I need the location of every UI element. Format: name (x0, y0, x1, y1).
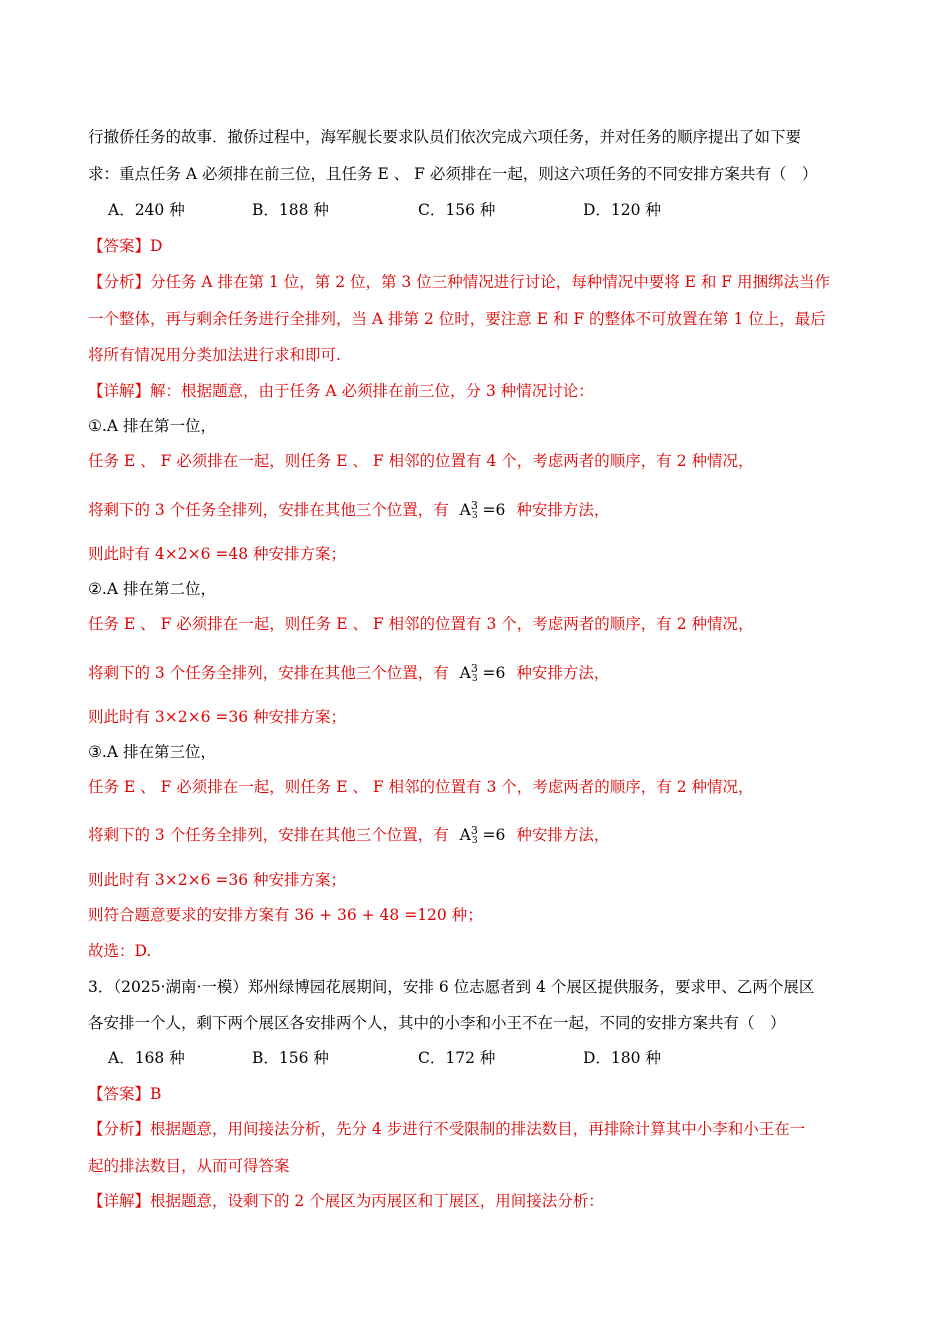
q2-stem-line2: 求：重点任务 A 必须排在前三位，且任务 E 、 F 必须排在一起，则这六项任务的不同安排方案共有（ ） (88, 165, 818, 183)
q2-case3-title: ③.A 排在第三位， (88, 743, 216, 761)
q2-case1-line2 (88, 492, 862, 530)
q2-stem-line1: 行撤侨任务的故事．撤侨过程中，海军舰长要求队员们依次完成六项任务，并对任务的顺序提出了如下要 (88, 128, 802, 146)
formula-sub: 3 (471, 836, 478, 846)
q2-total: 则符合题意要求的安排方案有 36 + 36 + 48 =120 种； (88, 906, 483, 924)
formula-sup: 3 (470, 662, 478, 675)
q2-case3-line1: 任务 E 、 F 必须排在一起，则任务 E 、 F 相邻的位置有 3 个，考虑两者的顺序，有 2 种情况， (88, 778, 754, 796)
formula-sup: 3 (470, 499, 478, 512)
q2-analysis-line3: 将所有情况用分类加法进行求和即可. (88, 346, 341, 364)
q2-detail-intro: 【详解】解：根据题意，由于任务 A 必须排在前三位，分 3 种情况讨论： (88, 382, 594, 400)
q2-case1-title: ①.A 排在第一位， (88, 417, 216, 435)
q2-answer: 【答案】D (88, 237, 163, 255)
q2-case3-line2-pre: 将剩下的 3 个任务全排列，安排在其他三个位置，有 (88, 826, 449, 844)
permutation-formula (460, 826, 511, 844)
formula-base: A (459, 826, 471, 844)
q2-case2-title: ②.A 排在第二位， (88, 580, 216, 598)
q3-option-b: B．156 种 (252, 1049, 329, 1067)
q3-answer: 【答案】B (88, 1085, 162, 1103)
permutation-formula (460, 664, 511, 682)
q2-case3-line2-post: 种安排方法， (516, 826, 610, 844)
q2-option-c: C．156 种 (418, 201, 496, 219)
q2-case3-line3: 则此时有 3×2×6 =36 种安排方案； (88, 871, 347, 889)
permutation-formula (460, 501, 511, 519)
q2-case2-line1: 任务 E 、 F 必须排在一起，则任务 E 、 F 相邻的位置有 3 个，考虑两者的顺序，有 2 种情况， (88, 615, 754, 633)
q2-case2-line3: 则此时有 3×2×6 =36 种安排方案； (88, 708, 347, 726)
q3-stem-line2: 各安排一个人，剩下两个展区各安排两个人，其中的小李和小王不在一起，不同的安排方案共有（ ） (88, 1014, 786, 1032)
q2-case2-line2-pre: 将剩下的 3 个任务全排列，安排在其他三个位置，有 (88, 664, 449, 682)
formula-sub: 3 (471, 511, 478, 521)
q3-option-a: A．168 种 (108, 1049, 185, 1067)
formula-sub: 3 (471, 674, 478, 684)
formula-base: A (459, 501, 471, 519)
q2-case2-line2 (88, 655, 862, 693)
q2-analysis-line1: 【分析】分任务 A 排在第 1 位，第 2 位，第 3 位三种情况进行讨论，每种情况中要将 E 和 F 用捆绑法当作 (88, 273, 830, 291)
formula-value: =6 (482, 501, 506, 519)
q2-case3-line2 (88, 817, 862, 855)
q2-case1-line3: 则此时有 4×2×6 =48 种安排方案； (88, 545, 347, 563)
formula-value: =6 (482, 664, 506, 682)
q2-analysis-line2: 一个整体，再与剩余任务进行全排列，当 A 排第 2 位时，要注意 E 和 F 的整体不可放置在第 1 位上，最后 (88, 310, 826, 328)
formula-value: =6 (482, 826, 506, 844)
q2-case1-line2-post: 种安排方法， (516, 501, 610, 519)
formula-base: A (459, 664, 471, 682)
q2-option-b: B．188 种 (252, 201, 329, 219)
formula-sup: 3 (470, 824, 478, 837)
q3-analysis-line2: 起的排法数目，从而可得答案 (88, 1157, 290, 1175)
q3-option-c: C．172 种 (418, 1049, 496, 1067)
q3-stem-line1: 3．（2025·湖南·一模）郑州绿博园花展期间，安排 6 位志愿者到 4 个展区提供服务，要求甲、乙两个展区 (88, 978, 815, 996)
q3-detail-line1: 【详解】根据题意，设剩下的 2 个展区为丙展区和丁展区，用间接法分析： (88, 1192, 604, 1210)
q2-case1-line2-pre: 将剩下的 3 个任务全排列，安排在其他三个位置，有 (88, 501, 449, 519)
q3-option-d: D．180 种 (583, 1049, 661, 1067)
q2-case1-line1: 任务 E 、 F 必须排在一起，则任务 E 、 F 相邻的位置有 4 个，考虑两者的顺序，有 2 种情况， (88, 452, 754, 470)
q2-case2-line2-post: 种安排方法， (516, 664, 610, 682)
q2-option-a: A．240 种 (108, 201, 185, 219)
q2-conclusion: 故选：D. (88, 942, 152, 960)
q3-analysis-line1: 【分析】根据题意，用间接法分析，先分 4 步进行不受限制的排法数目，再排除计算其中小李和小王在一 (88, 1120, 806, 1138)
q2-option-d: D．120 种 (583, 201, 661, 219)
